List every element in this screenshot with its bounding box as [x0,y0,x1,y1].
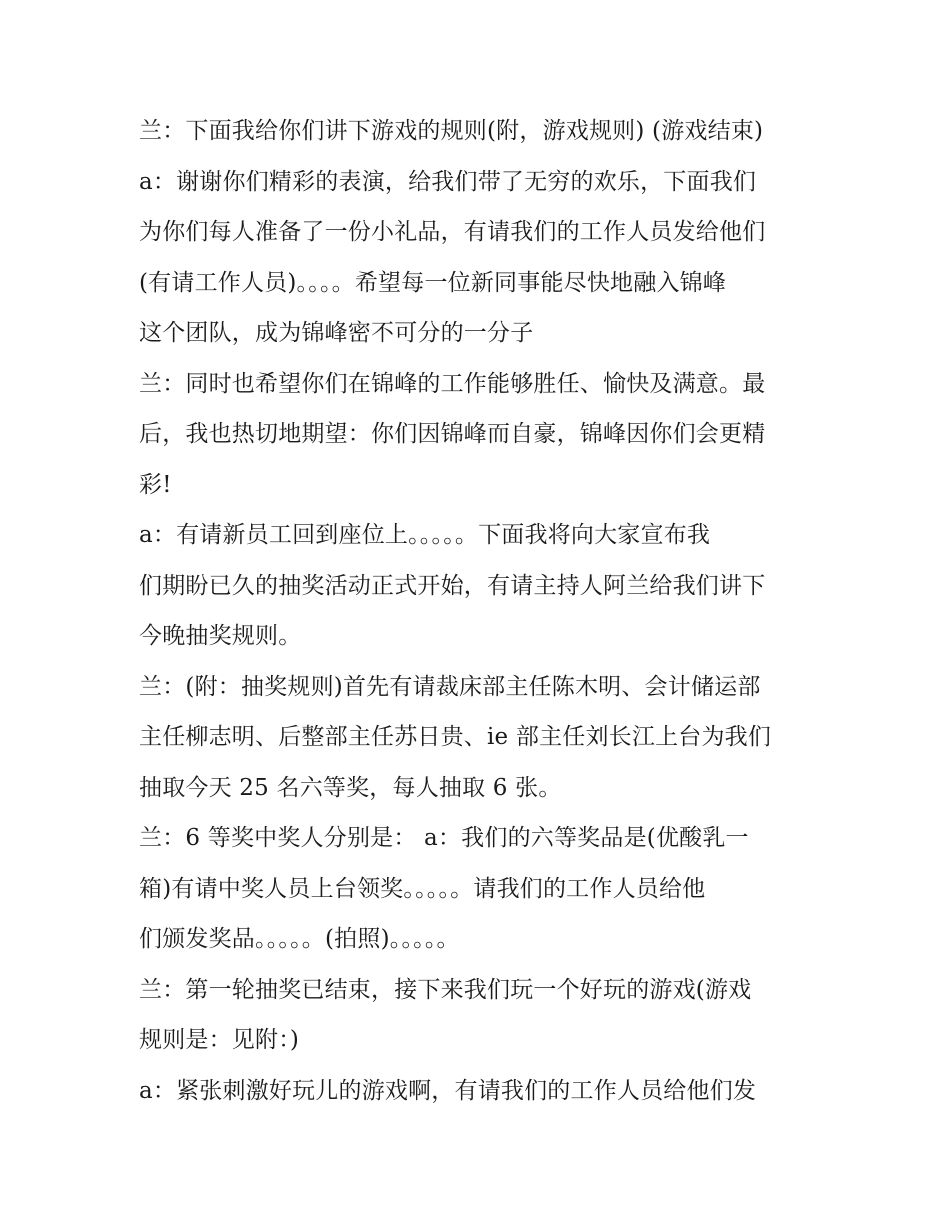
paragraph-game-rules [139,106,829,157]
paragraph-thanks-gifts [139,157,829,359]
text-line: 兰：同时也希望你们在锦峰的工作能够胜任、愉快及满意。最 [139,370,766,397]
text-line: 后，我也热切地期望：你们因锦峰而自豪，锦峰因你们会更精 [139,421,766,447]
text-line: a：有请新员工回到座位上。。。。。下面我将向大家宣布我 [139,522,711,548]
text-line: 今晚抽奖规则。 [139,623,302,649]
text-line: 兰：第一轮抽奖已结束，接下来我们玩一个好玩的游戏(游戏 [139,976,752,1003]
text-line: 抽取今天 25 名六等奖，每人抽取 6 张。 [139,774,562,801]
paragraph-lottery-start [139,510,829,662]
document-body [139,106,829,1116]
text-line: 箱)有请中奖人员上台领奖。。。。。请我们的工作人员给他 [139,875,706,902]
text-line: (有请工作人员)。。。。希望每一位新同事能尽快地融入锦峰 [139,269,727,296]
text-line: 兰：(附：抽奖规则)首先有请裁床部主任陈木明、会计储运部 [139,673,761,700]
text-line: 规则是：见附：) [139,1027,300,1053]
paragraph-lottery-rules [139,662,829,814]
paragraph-next-game [139,965,829,1066]
paragraph-sixth-prize [139,813,829,965]
text-line: 这个团队，成为锦峰密不可分的一分子 [139,320,534,346]
text-line: 为你们每人准备了一份小礼品，有请我们的工作人员发给他们 [139,219,766,245]
text-line: 们颁发奖品。。。。。(拍照)。。。。。 [139,926,460,952]
text-line: 主任柳志明、后整部主任苏日贵、ie 部主任刘长江上台为我们 [139,724,772,750]
text-line: 兰：下面我给你们讲下游戏的规则(附，游戏规则) (游戏结束) [139,118,764,144]
text-line: 兰：6 等奖中奖人分别是： a：我们的六等奖品是(优酸乳一 [139,825,749,851]
text-line: a：紧张刺激好玩儿的游戏啊，有请我们的工作人员给他们发 [139,1077,757,1104]
paragraph-hopes [139,359,829,511]
text-line: 们期盼已久的抽奖活动正式开始，有请主持人阿兰给我们讲下 [139,572,766,599]
paragraph-exciting-game [139,1066,829,1117]
text-line: 彩! [139,471,172,498]
text-line: a：谢谢你们精彩的表演，给我们带了无穷的欢乐，下面我们 [139,168,757,195]
